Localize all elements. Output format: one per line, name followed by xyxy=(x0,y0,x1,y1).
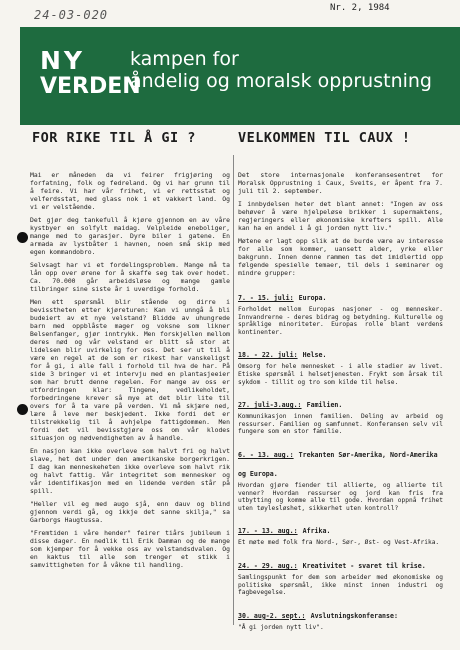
programme-description: Forholdet mellom Europas nasjoner - og mennesker. Innvandrerne - deres bidrag og betydning. Kulturelle og språklige minoriteter. Europas rolle blant verdens kontinenter. xyxy=(238,306,443,336)
tagline-line-1: kampen for xyxy=(130,48,239,70)
article-paragraph: Møtene er lagt opp slik at de burde være av interesse for alle som kommer, uansett alder, yrke eller bakgrunn. Innen denne rammen tas det imidlertid opp følgende spesielle temaer, til dels i seminarer og mindre grupper: xyxy=(238,237,443,277)
handwritten-archive-number: 24-03-020 xyxy=(34,8,109,22)
programme-date: 17. - 13. aug.: xyxy=(238,527,298,536)
programme-description: Omsorg for hele mennesket - i alle stadier av livet. Etiske spørsmål i helsetjenesten. Frykt som årsak til sykdom - tillit og tro som kilde til helse. xyxy=(238,363,443,386)
punch-hole xyxy=(17,232,28,243)
programme-title: Kreativitet - svaret til krise. xyxy=(302,561,426,570)
article-paragraph: "Fremtiden i våre hender" feirer tiårs jubileum i disse dager. En nedlik til Erik Damman og de mange som kjemper for å vekke oss av velstandsdvalen. Og en kaktus til alle som trenger et stikk i samvittigheten for å våkne til handling. xyxy=(30,529,230,569)
article-paragraph: I innbydelsen heter det blant annet: "Ingen av oss behøver å være hjelpeløse brikker i supermaktens, regjeringers eller økonomiske krefters spill. Alle kan ha en andel i å gi jorden nytt liv." xyxy=(238,200,443,232)
column-divider xyxy=(233,155,234,625)
logo-line-2: VERDEN xyxy=(40,74,141,99)
left-column xyxy=(30,130,230,574)
programme-date: 24. - 29. aug.: xyxy=(238,561,298,570)
programme-description: Hvordan gjøre fiender til allierte, og allierte til venner? Hvordan ressurser og jord kan fris fra utbytting og komme alle til gode. Hvordan oppnå frihet uten tøylesløshet, sikkerhet uten kontroll? xyxy=(238,481,443,512)
right-column xyxy=(238,130,443,634)
programme-date: 6. - 13. aug.: xyxy=(238,450,294,459)
left-article-body xyxy=(30,171,230,569)
right-article-body xyxy=(238,171,443,277)
programme-date: 27. juli-3.aug.: xyxy=(238,401,302,410)
programme-title: Familien. xyxy=(306,401,343,410)
programme-date: 18. - 22. juli: xyxy=(238,351,298,360)
programme-item xyxy=(238,339,443,386)
programme-item xyxy=(238,389,443,436)
programme-title: Avslutningskonferanse: xyxy=(310,611,398,620)
article-paragraph: Selvsagt har vi et fordelingsproblem. Mange må ta lån opp over ørene for å skaffe seg tak over hodet. Ca. 70.000 går arbeidsløse og mange gamle tilbringer sine siste år i uverdige forhold. xyxy=(30,261,230,293)
programme-date: 30. aug-2. sept.: xyxy=(238,611,306,620)
programme-description: Kommunikasjon innen familien. Deling av arbeid og ressurser. Familien og samfunnet. Konferansen selv vil fungere som en stor familie. xyxy=(238,413,443,436)
left-column-heading: FOR RIKE TIL Å GI ? xyxy=(32,130,196,146)
programme-title: Trekanten Sør-Amerika, Nord-Amerika og Europa. xyxy=(238,450,438,478)
programme-date: 7. - 15. juli: xyxy=(238,294,294,302)
programme-description: "Å gi jorden nytt liv". xyxy=(238,623,324,631)
programme-title: Helse. xyxy=(302,351,327,360)
masthead-tagline xyxy=(130,48,432,92)
right-column-heading: VELKOMMEN TIL CAUX ! xyxy=(238,130,411,146)
programme-description: Et møte med folk fra Nord-, Sør-, Øst- og Vest-Afrika. xyxy=(238,539,440,547)
programme-title: Europa. xyxy=(298,294,327,302)
programme-item xyxy=(238,282,443,336)
programme-title: Afrika. xyxy=(302,527,331,536)
programme-item xyxy=(238,600,443,632)
article-paragraph: "Heller vil eg med augo sjå, enn dauv og blind gjennom verdi gå, og ikkje det sanne skilja," sa Garborgs Haugtussa. xyxy=(30,500,230,524)
article-paragraph: Mai er måneden da vi feirer frigjøring og forfatning, folk og fedreland. Og vi har grunn til å feire. Vi har vår frihet, vi er rettsstat og velferdsstat, med glass nok i et vakkert land. Og vi er velstående. xyxy=(30,171,230,211)
programme-list xyxy=(238,282,443,631)
masthead-logo xyxy=(40,46,141,100)
issue-number: Nr. 2, 1984 xyxy=(330,3,390,13)
programme-item xyxy=(238,550,443,597)
article-paragraph: Det store internasjonale konferansesentret for Moralsk Opprustning i Caux, Sveits, er åpent fra 7. juli til 2. september. xyxy=(238,171,443,195)
tagline-line-2: åndelig og moralsk opprustning xyxy=(130,70,432,92)
programme-item xyxy=(238,515,443,547)
programme-item xyxy=(238,439,443,512)
programme-description: Samlingspunkt for dem som arbeider med økonomiske og politiske spørsmål, ikke minst innen industri og fagbevegelse. xyxy=(238,573,443,597)
article-paragraph: En nasjon kan ikke overleve som halvt fri og halvt slave, het det under den amerikanske borgerkrigen. I dag kan menneskeheten ikke overleve som halvt rik og halvt fattig. Vår integritet som mennesker og vår identifikasjon med en lidende verden står på spill. xyxy=(30,447,230,495)
article-paragraph: Men ett spørsmål blir stående og dirre i bevisstheten etter kjøreturen: Kan vi unngå å bli budeiert av et nye velstand? Blidde av uhungrede barn med oppblåste mager og voksne som likner Belsenfanger, gjør inntrykk. Men forskjellen mellom deres nød og vår velstand er blitt så stor at lidelsen blir uvirkelig for oss. Det ser ut til å være en regel at de som er rikest har vanskeligst for å gi, i alle fall i forhold til hva de har. På side 3 bringer vi et intervju med en plantasjeeier som har brutt denne regelen. For mange av oss er utfordringen klar: Tingene, vedlikeholdet, forbedringene krever så mye at det blir lite til overs for å ta vare på verden. Vi må skjære ned, lære å leve mer beskjedent. Ikke fordi det er tilstrekkelig til å avhjelpe fattigdommen. Men fordi det vil bevisstgjøre oss om vår klodes situasjon og nødvendigheten av å handle. xyxy=(30,298,230,442)
article-paragraph: Det gjør deg tankefull å kjøre gjennom en av våre kystbyer en solfylt maidag. Velpleide eneboliger, mange med to garasjer. Dyre biler i gatene. En armada av lystbåter i havnen, noen små skip med egen kommandobro. xyxy=(30,216,230,256)
punch-hole xyxy=(17,404,28,415)
logo-line-1: NY xyxy=(40,46,86,75)
